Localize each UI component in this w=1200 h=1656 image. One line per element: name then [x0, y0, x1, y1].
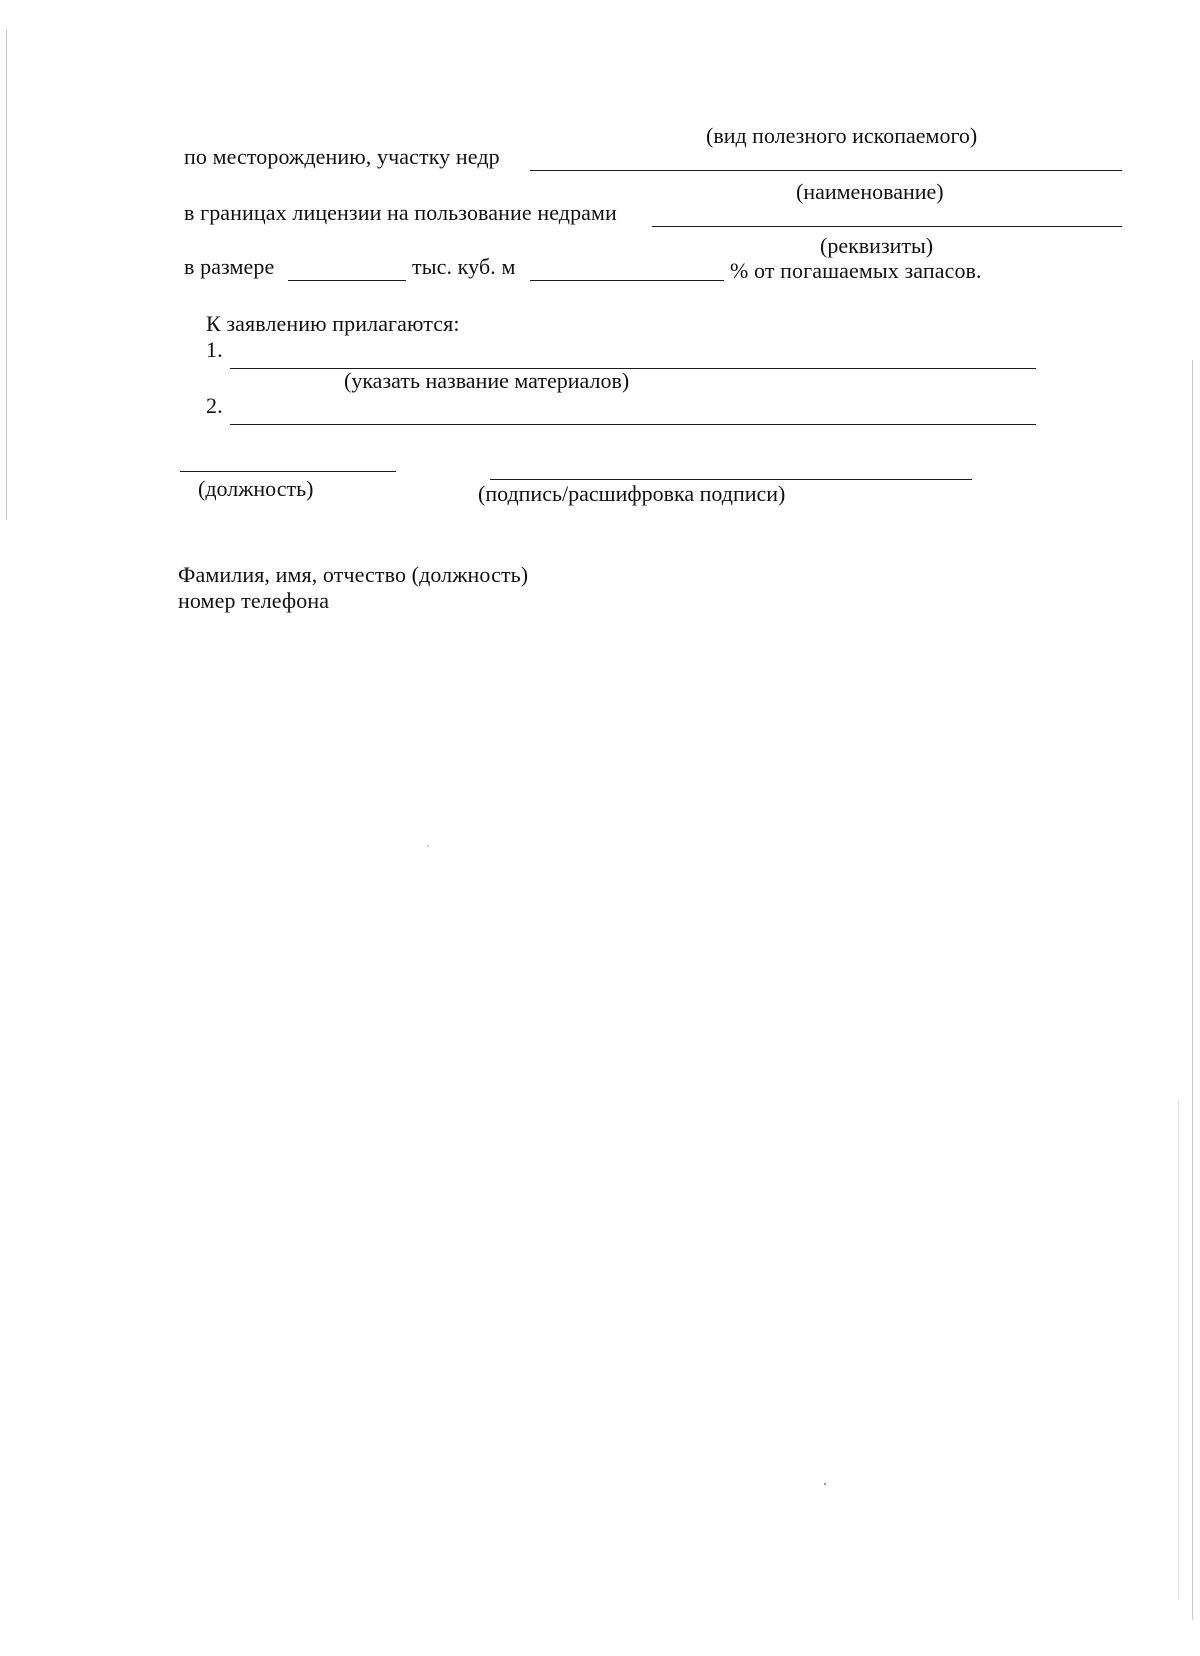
blank-position[interactable]: [180, 471, 396, 472]
label-license: в границах лицензии на пользование недрами: [184, 200, 617, 225]
contact-full-name-position: Фамилия, имя, отчество (должность): [178, 562, 529, 587]
caption-deposit-name: (наименование): [796, 179, 944, 204]
blank-license-details[interactable]: [652, 226, 1122, 227]
caption-signature: (подпись/расшифровка подписи): [478, 481, 786, 506]
contact-phone-number: номер телефона: [178, 588, 330, 613]
scan-speck: [824, 1483, 826, 1485]
attachment-number-2: 2.: [206, 393, 223, 418]
blank-amount-percent[interactable]: [530, 280, 724, 281]
label-deposit: по месторождению, участку недр: [184, 144, 500, 169]
caption-position: (должность): [198, 476, 314, 501]
scan-speck: [427, 845, 429, 847]
label-amount-suffix: % от погашаемых запасов.: [730, 258, 982, 283]
blank-amount-volume[interactable]: [288, 280, 406, 281]
scan-edge-left: [6, 30, 7, 520]
label-amount: в размере: [184, 254, 275, 279]
blank-deposit-name[interactable]: [530, 170, 1122, 171]
attachment-number-1: 1.: [206, 337, 223, 362]
attachments-heading: К заявлению прилагаются:: [206, 311, 460, 336]
scan-edge-right: [1192, 360, 1193, 1620]
caption-mineral-type: (вид полезного ископаемого): [706, 123, 978, 148]
blank-attachment-2[interactable]: [230, 424, 1036, 425]
label-amount-unit: тыс. куб. м: [412, 254, 516, 279]
blank-signature[interactable]: [490, 479, 972, 480]
caption-license-details: (реквизиты): [820, 233, 934, 258]
scan-edge-right-inner: [1178, 1100, 1179, 1600]
caption-attachment-materials: (указать название материалов): [344, 368, 630, 393]
